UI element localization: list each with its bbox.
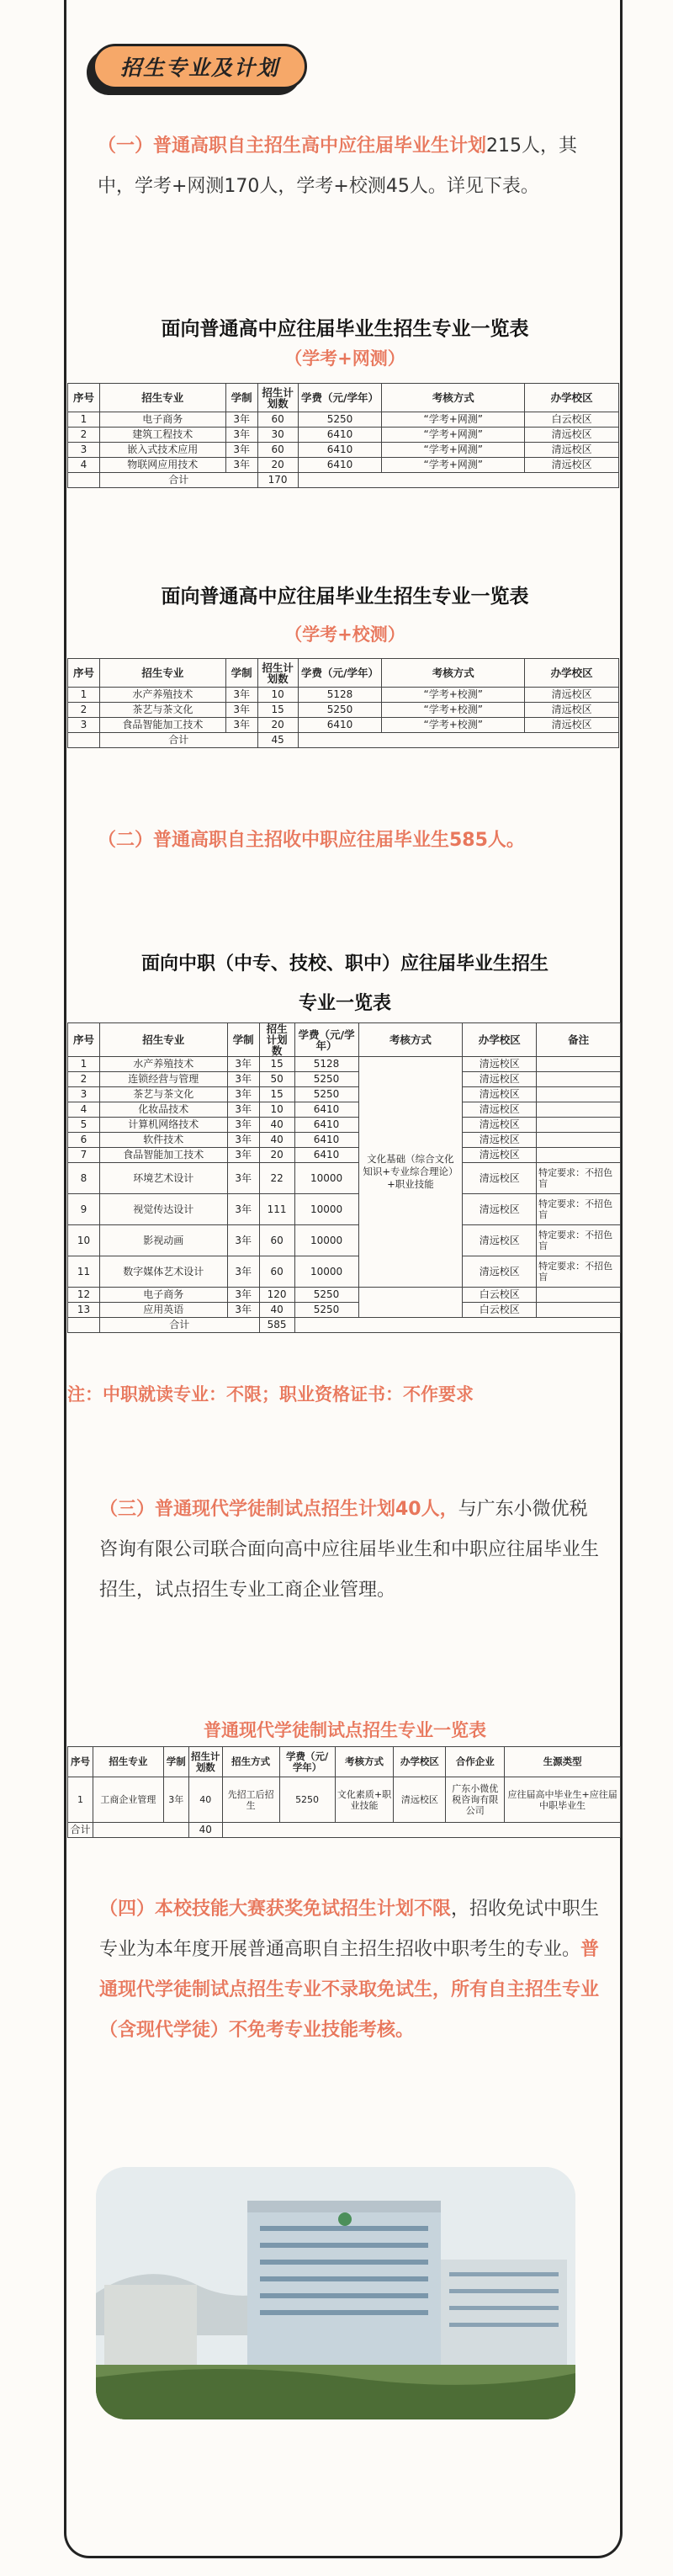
table-header-cell: 招生计划数 xyxy=(188,1747,222,1777)
table-cell: 3年 xyxy=(227,1163,259,1194)
table-cell: 白云校区 xyxy=(463,1303,537,1318)
table-cell: 水产养殖技术 xyxy=(99,1057,227,1072)
total-value: 170 xyxy=(257,473,298,488)
table-total-row xyxy=(68,1823,621,1838)
table-total-row xyxy=(68,1318,621,1333)
table-cell xyxy=(298,473,618,488)
table-cell: 计算机网络技术 xyxy=(99,1118,227,1133)
table-row xyxy=(68,718,619,733)
table-cell: 3 xyxy=(68,1087,100,1102)
table-cell: 3年 xyxy=(227,1194,259,1225)
table-row xyxy=(68,1133,621,1148)
table-cell: 120 xyxy=(259,1288,294,1303)
table-cell: 清远校区 xyxy=(394,1777,446,1823)
table-cell: 清远校区 xyxy=(463,1194,537,1225)
remark-cell xyxy=(537,1072,621,1087)
table-cell: 清远校区 xyxy=(525,688,619,703)
table-header-cell: 招生专业 xyxy=(93,1747,163,1777)
section-title-pill: 招生专业及计划 xyxy=(93,44,307,89)
table-cell: 6410 xyxy=(298,718,382,733)
table-header-cell: 考核方式 xyxy=(358,1023,463,1057)
table-header-cell: 序号 xyxy=(68,1023,100,1057)
table-cell: 清远校区 xyxy=(525,428,619,443)
section1-heading: （一）普通高职自主招生高中应往届毕业生计划 xyxy=(98,135,487,157)
section1-paragraph xyxy=(98,126,606,207)
table-cell: 8 xyxy=(68,1163,100,1194)
table-cell: 2 xyxy=(68,428,100,443)
table-cell: 12 xyxy=(68,1288,100,1303)
remark-cell: 特定要求：不招色盲 xyxy=(537,1256,621,1288)
table-header-cell: 学制 xyxy=(225,384,257,412)
table-cell: 1 xyxy=(68,1057,100,1072)
section3-heading: （三）普通现代学徒制试点招生计划40人， xyxy=(99,1499,458,1520)
campus-photo xyxy=(96,2167,575,2419)
table-header-cell: 备注 xyxy=(537,1023,621,1057)
table-cell: 3年 xyxy=(225,718,257,733)
table-cell: 20 xyxy=(257,458,298,473)
table-cell: 3年 xyxy=(227,1288,259,1303)
table-cell: 40 xyxy=(188,1777,222,1823)
table-cell: 3年 xyxy=(227,1087,259,1102)
table-row xyxy=(68,1087,621,1102)
table-cell: 6410 xyxy=(298,458,382,473)
table-cell: 5 xyxy=(68,1118,100,1133)
table-header-cell: 学制 xyxy=(227,1023,259,1057)
table-cell: 3年 xyxy=(227,1057,259,1072)
table-cell: 3年 xyxy=(225,443,257,458)
remark-cell xyxy=(537,1133,621,1148)
table-cell: 3年 xyxy=(227,1303,259,1318)
table-cell: 软件技术 xyxy=(99,1133,227,1148)
table-cell xyxy=(68,473,100,488)
table-cell: 广东小微优税咨询有限公司 xyxy=(446,1777,505,1823)
table-row xyxy=(68,1777,621,1823)
table-cell xyxy=(294,1318,620,1333)
table-cell: 物联网应用技术 xyxy=(99,458,225,473)
table-header-cell: 学制 xyxy=(163,1747,188,1777)
table-cell: 食品智能加工技术 xyxy=(99,718,225,733)
table-row xyxy=(68,703,619,718)
table-header-cell: 学费（元/学年） xyxy=(298,384,382,412)
table-row xyxy=(68,1163,621,1194)
table-cell: 40 xyxy=(259,1133,294,1148)
table-cell: 3年 xyxy=(227,1148,259,1163)
table-cell: 15 xyxy=(259,1057,294,1072)
remark-cell: 特定要求：不招色盲 xyxy=(537,1163,621,1194)
table-cell: 20 xyxy=(259,1148,294,1163)
table-cell: 60 xyxy=(259,1256,294,1288)
table-header-cell: 学费（元/学年） xyxy=(298,659,382,688)
table-cell: 30 xyxy=(257,428,298,443)
table-cell: 1 xyxy=(68,412,100,428)
table-cell: 食品智能加工技术 xyxy=(99,1148,227,1163)
table-header-cell: 序号 xyxy=(68,1747,93,1777)
table-cell: 2 xyxy=(68,703,100,718)
table-row xyxy=(68,688,619,703)
table-cell: 建筑工程技术 xyxy=(99,428,225,443)
table-header-cell: 招生专业 xyxy=(99,1023,227,1057)
table-cell: 3年 xyxy=(227,1118,259,1133)
table-row xyxy=(68,1118,621,1133)
table-cell: 影视动画 xyxy=(99,1225,227,1256)
table-cell: 嵌入式技术应用 xyxy=(99,443,225,458)
table-cell: 2 xyxy=(68,1072,100,1087)
table-cell: 50 xyxy=(259,1072,294,1087)
table2-title: 面向普通高中应往届毕业生招生专业一览表 xyxy=(161,586,529,608)
table-cell: 清远校区 xyxy=(525,458,619,473)
table-header-cell: 考核方式 xyxy=(335,1747,394,1777)
table-cell: 10000 xyxy=(294,1163,358,1194)
note-zhongzhi: 注：中职就读专业：不限；职业资格证书：不作要求 xyxy=(67,1384,474,1405)
table-row xyxy=(68,412,619,428)
table-header-cell: 学费（元/学年） xyxy=(279,1747,335,1777)
table-cell: 应用英语 xyxy=(99,1303,227,1318)
table-header-cell: 办学校区 xyxy=(525,659,619,688)
table-cell: “学考+网测” xyxy=(382,412,525,428)
table-cell xyxy=(222,1823,620,1838)
table-cell: 11 xyxy=(68,1256,100,1288)
table-header-cell: 生源类型 xyxy=(505,1747,621,1777)
table-cell: 3年 xyxy=(225,428,257,443)
table-row xyxy=(68,1194,621,1225)
table-cell: 连锁经营与管理 xyxy=(99,1072,227,1087)
section3-text: 与广东小微优税咨询有限公司联合面向高中应往届毕业生和中职应往届毕业生招生，试点招生专业工商企业管理。 xyxy=(99,1499,600,1601)
table-cell: “学考+校测” xyxy=(382,718,525,733)
table-total-row xyxy=(68,733,619,748)
total-value: 45 xyxy=(257,733,298,748)
remark-cell xyxy=(537,1087,621,1102)
section4-tail: 普通现代学徒制试点招生专业不录取免试生，所有自主招生专业（含现代学徒）不免考专业技能考核。 xyxy=(99,1939,600,2041)
section3-paragraph xyxy=(99,1490,604,1611)
table-cell: 清远校区 xyxy=(463,1057,537,1072)
table-cell: 5250 xyxy=(294,1288,358,1303)
table-cell: 10 xyxy=(68,1225,100,1256)
table-cell: “学考+网测” xyxy=(382,428,525,443)
table-cell: 3年 xyxy=(225,688,257,703)
table-cell: 10000 xyxy=(294,1225,358,1256)
table-cell: 5128 xyxy=(298,688,382,703)
table-cell: 15 xyxy=(259,1087,294,1102)
table-cell: 40 xyxy=(259,1303,294,1318)
table-cell: 5128 xyxy=(294,1057,358,1072)
table-cell: 应往届高中毕业生+应往届中职毕业生 xyxy=(505,1777,621,1823)
table-row xyxy=(68,1225,621,1256)
table-cell: 3年 xyxy=(227,1256,259,1288)
table-cell: 茶艺与茶文化 xyxy=(99,1087,227,1102)
table-header-cell: 考核方式 xyxy=(382,384,525,412)
table-cell: 视觉传达设计 xyxy=(99,1194,227,1225)
table-cell: 3年 xyxy=(225,412,257,428)
table-cell: 10 xyxy=(257,688,298,703)
table4-title: 普通现代学徒制试点招生专业一览表 xyxy=(204,1720,486,1740)
remark-cell xyxy=(537,1303,621,1318)
table-cell: 3年 xyxy=(227,1102,259,1118)
table-cell: 6410 xyxy=(294,1133,358,1148)
table-cell: 40 xyxy=(259,1118,294,1133)
table-row xyxy=(68,1303,621,1318)
exam-method-cell: 文化基础（综合文化知识+专业综合理论）+职业技能 xyxy=(358,1057,463,1288)
table-row xyxy=(68,1057,621,1072)
table-cell: 清远校区 xyxy=(463,1072,537,1087)
table-cell: 3 xyxy=(68,718,100,733)
table-cell: 7 xyxy=(68,1148,100,1163)
table-row xyxy=(68,1102,621,1118)
table-row xyxy=(68,1288,621,1303)
remark-cell xyxy=(537,1288,621,1303)
table-cell: 5250 xyxy=(294,1303,358,1318)
remark-cell: 特定要求：不招色盲 xyxy=(537,1194,621,1225)
table-row xyxy=(68,1148,621,1163)
table-header-cell: 办学校区 xyxy=(394,1747,446,1777)
table-cell: 22 xyxy=(259,1163,294,1194)
table-cell: 10 xyxy=(259,1102,294,1118)
section2-heading: （二）普通高职自主招收中职应往届毕业生585人。 xyxy=(98,830,525,851)
table-cell: 3年 xyxy=(227,1072,259,1087)
table-header-cell: 招生专业 xyxy=(99,384,225,412)
table-cell xyxy=(358,1288,463,1318)
remark-cell: 特定要求：不招色盲 xyxy=(537,1225,621,1256)
table-cell: 清远校区 xyxy=(525,443,619,458)
table-header-cell: 序号 xyxy=(68,659,100,688)
section4-text: ，招收免试中职生专业为本年度开展普通高职自主招生招收中职考生的专业。 xyxy=(99,1899,600,1960)
table-cell: 清远校区 xyxy=(463,1163,537,1194)
table2-subtitle: （学考+校测） xyxy=(284,624,405,645)
table-cell: 6410 xyxy=(294,1148,358,1163)
table-cell: 清远校区 xyxy=(463,1256,537,1288)
table-row xyxy=(68,1256,621,1288)
table-header-cell: 考核方式 xyxy=(382,659,525,688)
table-cell: 3年 xyxy=(227,1133,259,1148)
table-cell: 3年 xyxy=(163,1777,188,1823)
table-cell: 水产养殖技术 xyxy=(99,688,225,703)
total-label: 合计 xyxy=(99,733,257,748)
table1-title: 面向普通高中应往届毕业生招生专业一览表 xyxy=(161,318,529,340)
table-row xyxy=(68,443,619,458)
section1-text: 215人，其中，学考+网测170人，学考+校测45人。详见下表。 xyxy=(98,135,578,197)
table-cell: 清远校区 xyxy=(463,1148,537,1163)
table-cell: 3 xyxy=(68,443,100,458)
section4-heading: （四）本校技能大赛获奖免试招生计划不限 xyxy=(99,1899,452,1920)
table-cell: 清远校区 xyxy=(463,1118,537,1133)
remark-cell xyxy=(537,1118,621,1133)
table-cell: 文化素质+职业技能 xyxy=(335,1777,394,1823)
table3 xyxy=(67,1022,621,1333)
table-cell: 清远校区 xyxy=(463,1102,537,1118)
remark-cell xyxy=(537,1057,621,1072)
table-cell: 10000 xyxy=(294,1194,358,1225)
table-cell: “学考+网测” xyxy=(382,458,525,473)
table-cell: 电子商务 xyxy=(99,412,225,428)
table-cell: 60 xyxy=(259,1225,294,1256)
table-cell: 5250 xyxy=(294,1072,358,1087)
total-label: 合计 xyxy=(99,1318,259,1333)
table-cell: 5250 xyxy=(298,412,382,428)
table-cell: 白云校区 xyxy=(525,412,619,428)
table-cell: 6410 xyxy=(294,1118,358,1133)
table-cell xyxy=(68,1318,100,1333)
table-cell: 工商企业管理 xyxy=(93,1777,163,1823)
table-cell: 1 xyxy=(68,688,100,703)
table-cell xyxy=(68,733,100,748)
table-header-cell: 招生专业 xyxy=(99,659,225,688)
table-header-cell: 招生方式 xyxy=(222,1747,279,1777)
table-cell: 清远校区 xyxy=(463,1133,537,1148)
table-cell: 5250 xyxy=(279,1777,335,1823)
table-header-cell: 学费（元/学年） xyxy=(294,1023,358,1057)
table-cell: 清远校区 xyxy=(525,703,619,718)
table-cell: 60 xyxy=(257,443,298,458)
table-cell: 白云校区 xyxy=(463,1288,537,1303)
campus-building-illustration xyxy=(96,2167,575,2419)
table-cell: 6410 xyxy=(298,443,382,458)
table-cell: 3年 xyxy=(227,1225,259,1256)
total-label: 合计 xyxy=(99,473,257,488)
table-cell: “学考+校测” xyxy=(382,703,525,718)
table-cell: 环境艺术设计 xyxy=(99,1163,227,1194)
total-value: 40 xyxy=(188,1823,222,1838)
table-row xyxy=(68,428,619,443)
table-total-row xyxy=(68,473,619,488)
total-label: 合计 xyxy=(68,1823,93,1838)
table-header-cell: 招生计划数 xyxy=(257,659,298,688)
table-cell: “学考+校测” xyxy=(382,688,525,703)
section4-paragraph xyxy=(99,1889,604,2051)
table-cell xyxy=(93,1823,188,1838)
table2 xyxy=(67,658,619,748)
table-cell: 4 xyxy=(68,1102,100,1118)
table-cell: 6410 xyxy=(298,428,382,443)
table-cell: 6410 xyxy=(294,1102,358,1118)
table-row xyxy=(68,458,619,473)
table-cell: 3年 xyxy=(225,703,257,718)
table-header-cell: 办学校区 xyxy=(525,384,619,412)
table-cell: 茶艺与茶文化 xyxy=(99,703,225,718)
table-cell: 13 xyxy=(68,1303,100,1318)
table-cell: 3年 xyxy=(225,458,257,473)
table3-title-line2: 专业一览表 xyxy=(298,993,391,1014)
table-cell: 15 xyxy=(257,703,298,718)
table1-subtitle: （学考+网测） xyxy=(284,348,405,369)
table-cell: 4 xyxy=(68,458,100,473)
table-cell: 清远校区 xyxy=(463,1087,537,1102)
table-cell: 先招工后招生 xyxy=(222,1777,279,1823)
table-cell: 9 xyxy=(68,1194,100,1225)
table-cell: 10000 xyxy=(294,1256,358,1288)
table-cell: 清远校区 xyxy=(525,718,619,733)
table-cell: 数字媒体艺术设计 xyxy=(99,1256,227,1288)
table-cell: 5250 xyxy=(298,703,382,718)
table-header-cell: 招生计划数 xyxy=(257,384,298,412)
table-cell: 5250 xyxy=(294,1087,358,1102)
table-header-cell: 序号 xyxy=(68,384,100,412)
table-cell: 6 xyxy=(68,1133,100,1148)
table-cell: 1 xyxy=(68,1777,93,1823)
remark-cell xyxy=(537,1102,621,1118)
table-cell: 电子商务 xyxy=(99,1288,227,1303)
table-header-cell: 办学校区 xyxy=(463,1023,537,1057)
table-header-cell: 学制 xyxy=(225,659,257,688)
table-cell: 60 xyxy=(257,412,298,428)
remark-cell xyxy=(537,1148,621,1163)
table-cell: 清远校区 xyxy=(463,1225,537,1256)
table-header-cell: 合作企业 xyxy=(446,1747,505,1777)
table-cell xyxy=(298,733,618,748)
table-cell: 20 xyxy=(257,718,298,733)
table3-title-line1: 面向中职（中专、技校、职中）应往届毕业生招生 xyxy=(140,953,548,975)
table-cell: 化妆品技术 xyxy=(99,1102,227,1118)
table-header-cell: 招生计划数 xyxy=(259,1023,294,1057)
table-cell: “学考+网测” xyxy=(382,443,525,458)
table4 xyxy=(67,1746,621,1838)
table1 xyxy=(67,383,619,488)
table-row xyxy=(68,1072,621,1087)
total-value: 585 xyxy=(259,1318,294,1333)
table-cell: 111 xyxy=(259,1194,294,1225)
